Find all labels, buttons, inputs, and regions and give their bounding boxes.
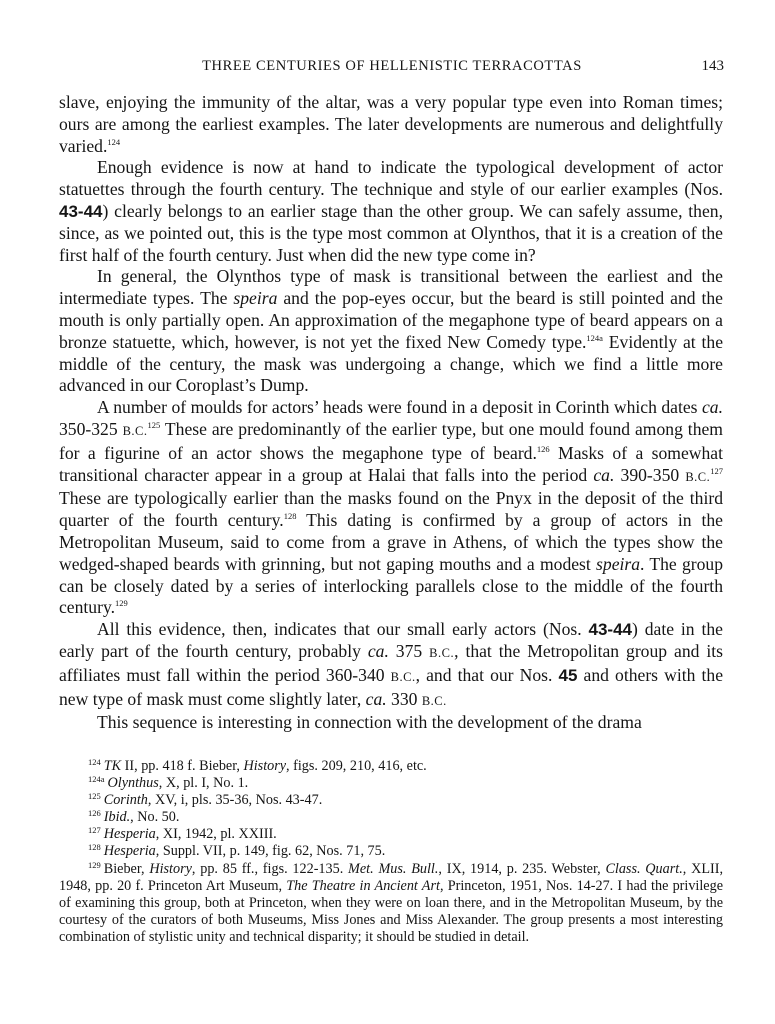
- footnote-ref: 126: [536, 443, 550, 454]
- footnote-124: $^{124}$ TK II, pp. 418 f. Bieber, History, figs. 209, 210, 416, etc.: [88, 757, 427, 774]
- paragraph-5: All this evidence, then, indicates that our small early actors (Nos. 43-44) date in the early part of the fourth century, probably ca. 375 B.C., that the Metropolitan group and its affiliates must fall within the period 360-340 B.C., and that our Nos. 45 and others with the new type of mask must come slightly later, ca. 330 B.C.: [59, 619, 723, 709]
- paragraph-4: A number of moulds for actors’ heads were found in a deposit in Corinth which dates ca. 350-325 B.C.$^{125}$ These are predominantly of the earlier type, but one mould found among them for a figurine of an actor shows the megaphone type of beard.$^{126}$ Masks of a somewhat transitional character appear in a group at Halai that falls into the period ca. 390-350 B.C.$^{127}$ These are typologically earlier than the masks found on the Pnyx in the deposit of the third quarter of the fourth century.$^{128}$ This dating is confirmed by a group of actors in the Metropolitan Museum, said to come from a grave in Athens, of which the types show the wedged-shaped beards with grinning, but not gaping mouths and a modest speira. The group can be closely dated by a series of interlocking parallels close to the middle of the fourth century.$^{129}$: [59, 397, 724, 618]
- footnote-127: $^{127}$ Hesperia, XI, 1942, pl. XXIII.: [88, 825, 277, 843]
- footnote-128: $^{128}$ Hesperia, Suppl. VII, p. 149, fig. 62, Nos. 71, 75.: [88, 842, 386, 860]
- catalogue-ref: 45: [558, 665, 578, 685]
- catalogue-ref: 43-44: [588, 620, 632, 640]
- footnote-124a: $^{124a}$ Olynthus, X, pl. I, No. 1.: [88, 774, 249, 792]
- footnote-ref: 124a: [586, 332, 603, 343]
- paragraph-6: This sequence is interesting in connection with the development of the drama: [97, 712, 642, 733]
- paragraph-3: In general, the Olynthos type of mask is transitional between the earliest and the intermediate types. The speira and the pop-eyes occur, but the beard is still pointed and the mouth is only partially open. An approximation of the megaphone type of beard appears on a bronze statuette, which, however, is not yet the fixed New Comedy type.$^{124a}$ Evidently at the middle of the century, the mask was undergoing a change, which we find a little more advanced in our Coroplast’s Dump.: [59, 266, 723, 396]
- catalogue-ref: 43-44: [59, 201, 103, 221]
- running-title: THREE CENTURIES OF HELLENISTIC TERRACOTTAS: [202, 58, 582, 74]
- footnote-126: $^{126}$ Ibid., No. 50.: [88, 808, 180, 826]
- main-text: [59, 92, 723, 734]
- footnote-ref: 127: [710, 465, 724, 476]
- footnote-125: $^{125}$ Corinth, XV, i, pls. 35-36, Nos. 43-47.: [88, 791, 323, 809]
- footnote-ref: 128: [283, 511, 297, 522]
- footnotes: [59, 758, 723, 946]
- page-number: 143: [701, 58, 724, 74]
- running-header: [60, 56, 724, 80]
- paragraph-1: slave, enjoying the immunity of the altar, was a very popular type even into Roman times; ours are among the earliest examples. The later developments are numerous and delightfully varied.$^{124}$: [59, 92, 723, 156]
- footnote-ref: 125: [147, 419, 161, 430]
- footnote-ref: 129: [115, 598, 128, 609]
- footnote-129: $^{129}$ Bieber, History, pp. 85 ff., figs. 122-135. Met. Mus. Bull., IX, 1914, p. 235. Webster, Class. Quart., XLII, 1948, pp. 20 f. Princeton Art Museum, The Theatre in Ancient Art, Princeton, 1951, Nos. 14-27. I had the privilege of examining this group, both at Princeton, when they were on loan there, and in the Metropolitan Museum, by the courtesy of the curators of both Museums, Miss Jones and Miss Alexander. The group presents a most interesting combination of stylistic unity and technical disparity; it should be studied in detail.: [59, 859, 724, 945]
- footnote-ref: 124: [107, 136, 121, 147]
- paragraph-2: Enough evidence is now at hand to indicate the typological development of actor statuettes through the fourth century. The technique and style of our earlier examples (Nos. 43-44) clearly belongs to an earlier stage than the other group. We can safely assume, then, since, as we pointed out, this is the type most common at Olynthos, that it is a creation of the first half of the fourth century. Just when did the new type come in?: [59, 157, 723, 265]
